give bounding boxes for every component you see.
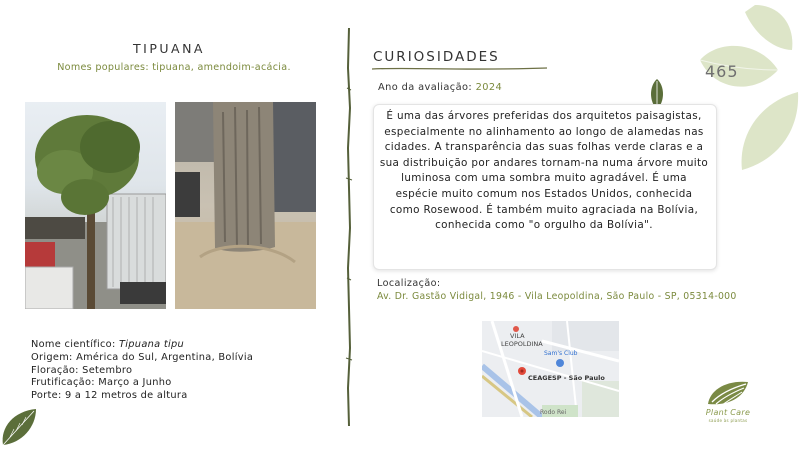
vertical-divider — [342, 28, 356, 426]
evaluation-year: Ano da avaliação: 2024 — [378, 82, 503, 93]
scientific-name: Nome científico: Tipuana tipu — [31, 339, 185, 350]
brand-tagline: saúde às plantas — [708, 418, 748, 423]
plant-title: TIPUANA — [133, 41, 205, 56]
map-label-club: Sam's Club — [544, 350, 578, 357]
tree-photo — [25, 102, 166, 309]
map-label-district-2: LEOPOLDINA — [501, 340, 543, 348]
evaluation-year-value: 2024 — [475, 82, 503, 93]
popular-names: Nomes populares: tipuana, amendoim-acácia. — [57, 62, 291, 73]
plant-details — [31, 339, 253, 403]
location-address: Av. Dr. Gastão Vidigal, 1946 - Vila Leopoldina, São Paulo - SP, 05314-000 — [377, 291, 737, 302]
trunk-photo-illustration — [175, 102, 316, 309]
tree-size: Porte: 9 a 12 metros de altura — [31, 390, 188, 402]
fruiting: Frutificação: Março a Junho — [31, 377, 172, 389]
title-underline — [372, 66, 547, 72]
map-label-district-1: VILA — [510, 332, 525, 340]
leaf-icon — [0, 405, 40, 447]
scientific-name-value: Tipuana tipu — [118, 339, 185, 350]
flowering: Floração: Setembro — [31, 364, 133, 376]
map-illustration — [482, 321, 619, 417]
location-map[interactable] — [482, 321, 619, 417]
leaf-shape — [742, 92, 799, 170]
tree-photo-illustration — [25, 102, 166, 309]
trunk-photo — [175, 102, 316, 309]
map-label-road: Rodo Rei — [540, 409, 567, 416]
description-text: É uma das árvores preferidas dos arquitetos paisagistas, especialmente no alinhamento ao longo de alamedas nas cidades. A transparência das suas folhas verde claras e a sua distribuição por andares tornam-na numa árvore muito luminosa com uma sombra muito agradável. É uma espécie muito comum nos Estados Unidos, conhecida como Rosewood. É também muito agraciada na Bolívia, conhecida como "o orgulho da Bolívia". — [379, 110, 709, 232]
location-label: Localização: — [377, 278, 441, 289]
page-number: 465 — [705, 62, 739, 81]
origin: Origem: América do Sul, Argentina, Bolívia — [31, 351, 254, 363]
map-label-place: CEAGESP - São Paulo — [528, 374, 605, 382]
leaf-shape — [745, 5, 792, 50]
curiosities-title: CURIOSIDADES — [373, 49, 500, 65]
plant-care-logo-icon — [704, 378, 750, 408]
brand-name: Plant Care — [705, 408, 751, 417]
